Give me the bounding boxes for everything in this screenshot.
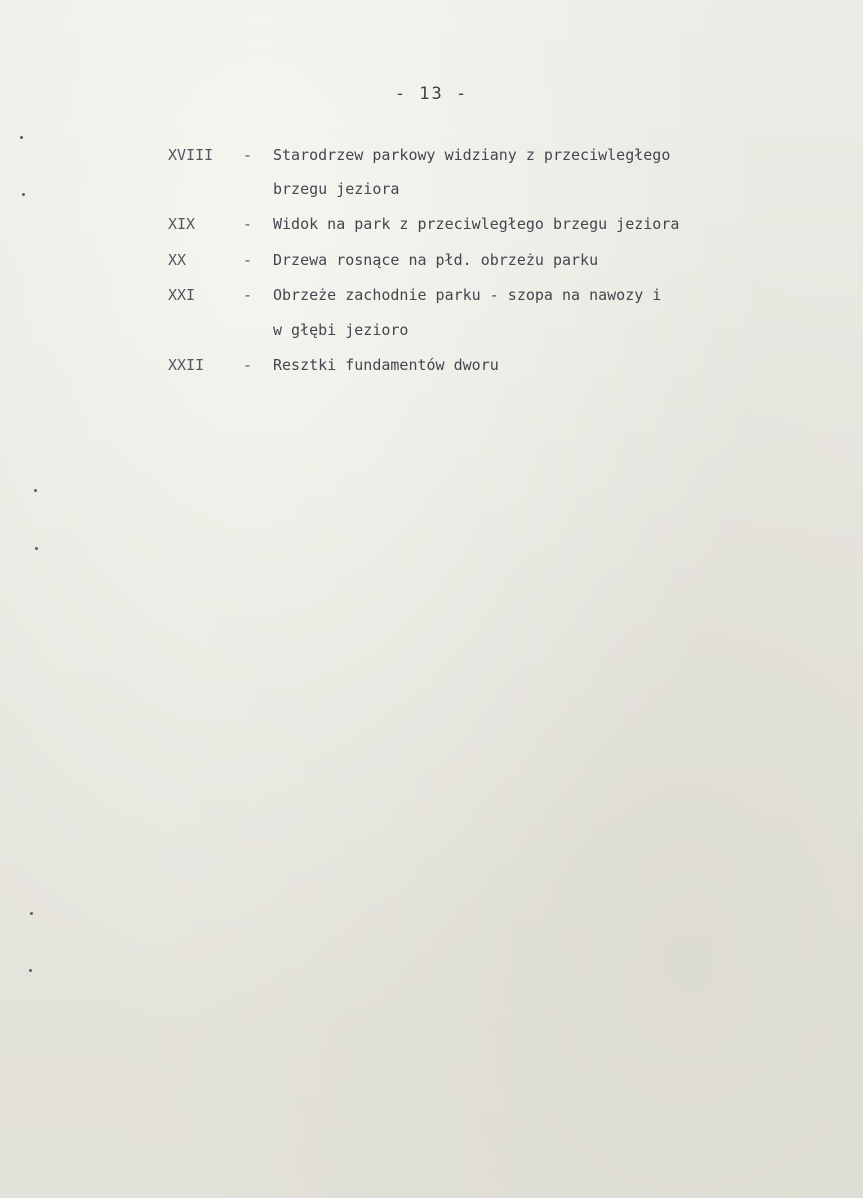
entry-numeral: XXI: [168, 286, 196, 304]
list-item: [0, 245, 863, 275]
entry-dash: -: [243, 286, 253, 304]
entry-dash: -: [243, 251, 253, 269]
entry-continuation: brzegu jeziora: [273, 180, 400, 198]
entry-numeral: XXII: [168, 356, 205, 374]
margin-mark: [20, 136, 23, 139]
page-number: - 13 -: [394, 84, 469, 104]
margin-mark: [35, 547, 38, 550]
margin-mark: [29, 969, 32, 972]
entry-dash: -: [243, 356, 253, 374]
list-item: [0, 280, 863, 310]
margin-mark: [34, 489, 37, 492]
entry-continuation: w głębi jezioro: [273, 321, 409, 339]
entry-text: Widok na park z przeciwległego brzegu jeziora: [273, 215, 680, 233]
entry-dash: -: [243, 146, 253, 164]
list-item: [0, 350, 863, 380]
entry-numeral: XX: [168, 251, 187, 269]
list-item: [0, 209, 863, 239]
entry-text: Drzewa rosnące na płd. obrzeżu parku: [273, 251, 599, 269]
entry-text: Obrzeże zachodnie parku - szopa na nawozy i: [273, 286, 662, 304]
margin-mark: [30, 912, 33, 915]
list-item: [0, 140, 863, 170]
entry-dash: -: [243, 215, 253, 233]
entry-numeral: XVIII: [168, 146, 214, 164]
margin-mark: [22, 193, 25, 196]
entry-text: Resztki fundamentów dworu: [273, 356, 499, 374]
entry-numeral: XIX: [168, 215, 196, 233]
entry-text: Starodrzew parkowy widziany z przeciwległego: [273, 146, 671, 164]
